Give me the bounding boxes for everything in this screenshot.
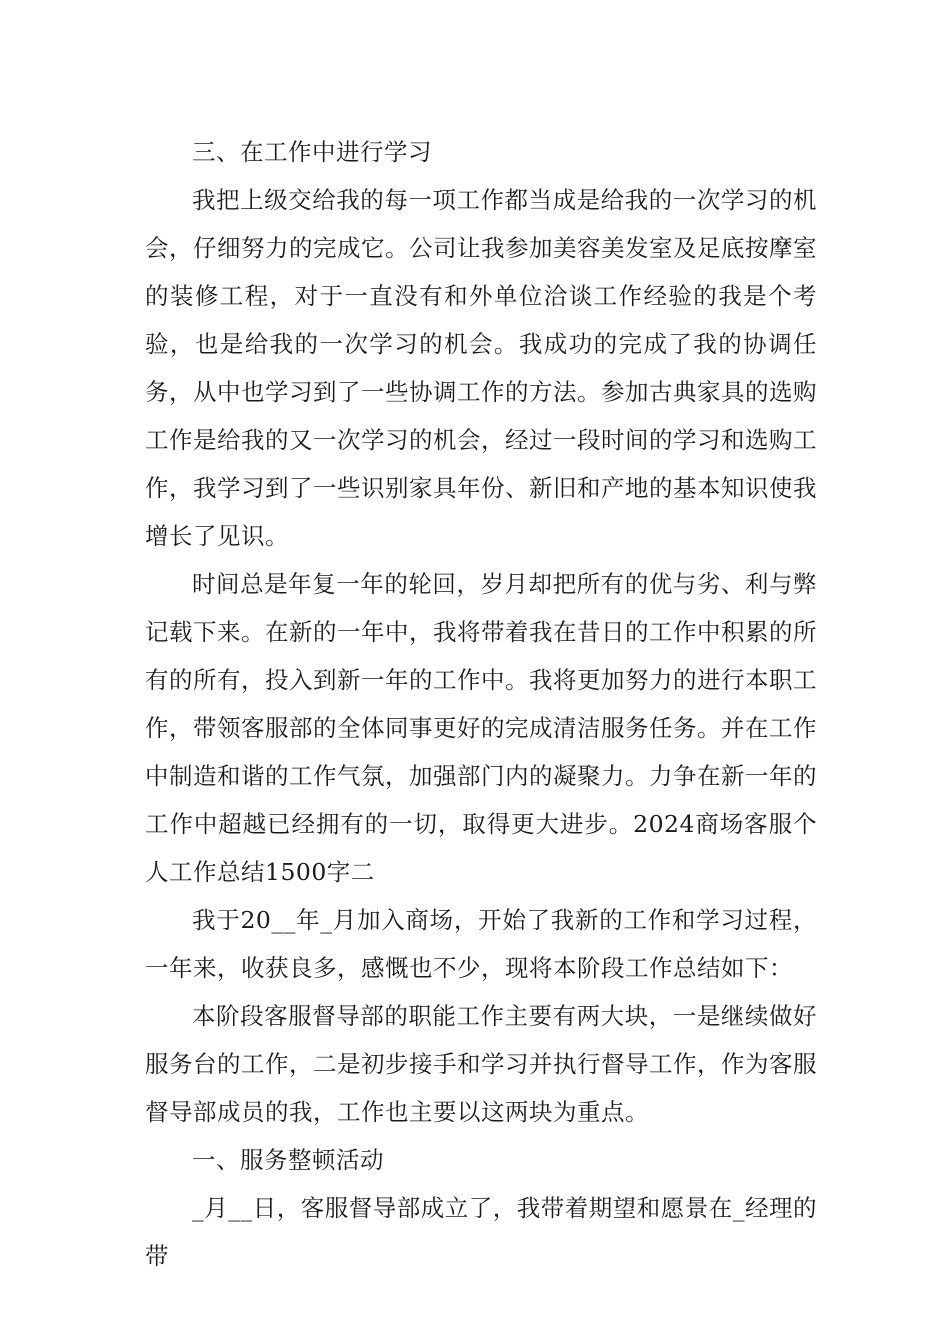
body-paragraph: _月__日，客服督导部成立了，我带着期望和愿景在_经理的带 xyxy=(145,1194,817,1270)
body-paragraph: 时间总是年复一年的轮回，岁月却把所有的优与劣、利与弊记载下来。在新的一年中，我将带着我在昔日的工作中积累的所有的所有，投入到新一年的工作中。我将更加努力的进行本职工作，带领客服部的全体同事更好的完成清洁服务任务。并在工作中制造和谐的工作气氛，加强部门内的凝聚力。力争在新一年的工作中超越已经拥有的一切，取得更大进步。2024商场客服个人工作总结1500字二 xyxy=(145,570,817,886)
section-heading-service: 一、服务整顿活动 xyxy=(192,1146,384,1174)
body-paragraph: 本阶段客服督导部的职能工作主要有两大块，一是继续做好服务台的工作，二是初步接手和学习并执行督导工作，作为客服督导部成员的我，工作也主要以这两块为重点。 xyxy=(145,1002,817,1126)
document-body xyxy=(145,128,817,1280)
section-heading-learning: 三、在工作中进行学习 xyxy=(192,138,432,166)
body-paragraph: 我把上级交给我的每一项工作都当成是给我的一次学习的机会，仔细努力的完成它。公司让我参加美容美发室及足底按摩室的装修工程，对于一直没有和外单位洽谈工作经验的我是个考验，也是给我的一次学习的机会。我成功的完成了我的协调任务，从中也学习到了一些协调工作的方法。参加古典家具的选购工作是给我的又一次学习的机会，经过一段时间的学习和选购工作，我学习到了一些识别家具年份、新旧和产地的基本知识使我增长了见识。 xyxy=(145,186,817,550)
body-paragraph: 我于20__年_月加入商场，开始了我新的工作和学习过程，一年来，收获良多，感慨也不少，现将本阶段工作总结如下： xyxy=(145,906,817,982)
